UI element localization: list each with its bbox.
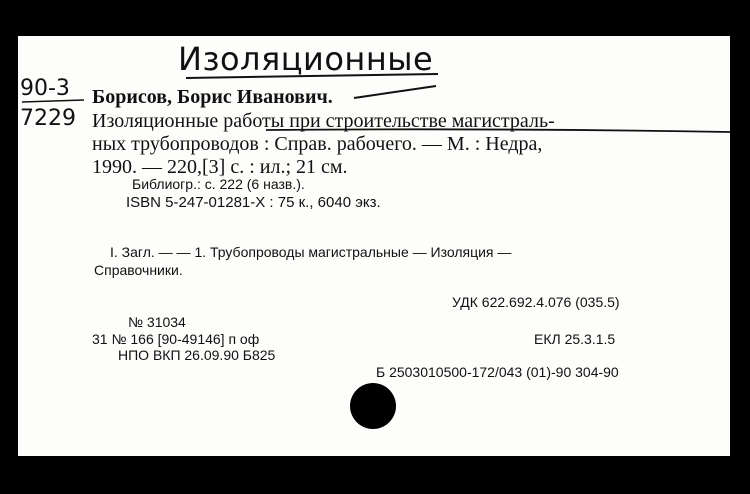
title-line-1: Изоляционные работы при строительстве магистраль- xyxy=(92,110,555,132)
title-line-3: 1990. — 220,[3] с. : ил.; 21 см. xyxy=(92,156,348,178)
print-info-line-2: НПО ВКП 26.09.90 Б825 xyxy=(118,347,276,363)
subject-headings-line-1: I. Загл. — — 1. Трубопроводы магистральные — Изоляция — xyxy=(110,244,512,260)
pen-marks xyxy=(18,36,730,456)
author-pen-stroke xyxy=(354,86,436,98)
handwritten-code-2: 7229 xyxy=(20,106,76,131)
print-info-line-1: 31 № 166 [90-49146] п оф xyxy=(92,331,260,347)
ekl-code: ЕКЛ 25.3.1.5 xyxy=(534,331,616,347)
handwritten-code-1: 90-3 xyxy=(20,76,70,101)
code-divider xyxy=(22,100,84,102)
title-underline xyxy=(266,129,730,132)
isbn-line: ISBN 5-247-01281-X : 75 к., 6040 экз. xyxy=(126,194,381,211)
catalog-card xyxy=(18,36,730,456)
card-number: № 31034 xyxy=(128,314,186,330)
handwritten-title: Изоляционные xyxy=(178,40,434,78)
subject-headings-line-2: Справочники. xyxy=(94,262,183,278)
handwritten-underline xyxy=(186,74,438,78)
bbk-code: Б 2503010500-172/043 (01)-90 304-90 xyxy=(376,364,619,380)
udk-code: УДК 622.692.4.076 (035.5) xyxy=(452,294,620,310)
bibliography-note: Библиогр.: с. 222 (6 назв.). xyxy=(132,176,305,192)
title-line-2: ных трубопроводов : Справ. рабочего. — М. : Недра, xyxy=(92,133,543,155)
punch-hole xyxy=(350,383,396,429)
author-name: Борисов, Борис Иванович. xyxy=(92,86,333,108)
